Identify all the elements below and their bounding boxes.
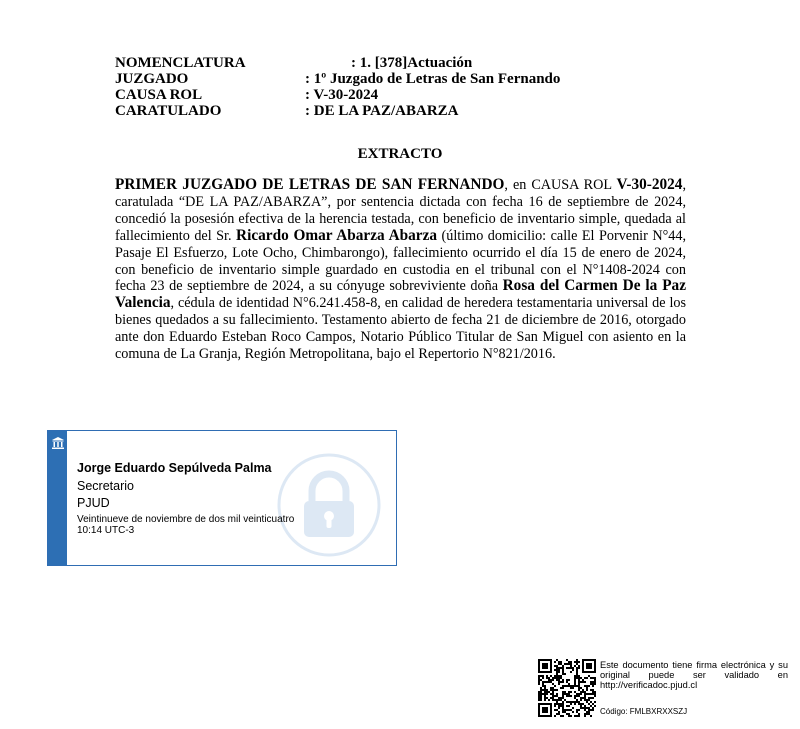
extract-title: EXTRACTO [357,146,443,162]
body-text-segment: , en CAUSA ROL [504,177,617,193]
verification-code: Código: FMLBXRXXSZJ [600,707,688,716]
signer-role: Secretario [77,479,134,493]
signature-time-text: 10:14 UTC-3 [77,524,135,536]
institution-icon [51,436,65,450]
body-text-segment: , caratulada “DE LA PAZ/ABARZA”, por sentencia dictada con fecha 16 de septiembre de 2024, concedió la posesión efectiva de la herencia testada, con beneficio de inventario simple, quedada al fallecimiento del Sr. [115,177,686,244]
body-text-segment: (último domicilio: calle El Porvenir N°44, Pasaje El Esfuerzo, Lote Ocho, Chimbarongo), fallecimiento ocurrido el día 15 de enero de 2024, con beneficio de inventario simple guardado en custodia en el tribunal con el N°1408-2024 con fecha 23 de septiembre de 2024, a su cónyuge sobreviviente doña [115,227,686,295]
header-value: : DE LA PAZ/ABARZA [305,103,459,119]
signature-date-text: Veintinueve de noviembre de dos mil veinticuatro [77,514,295,525]
header-value: : 1. [378]Actuación [351,55,473,71]
header-key: CARATULADO [115,103,222,119]
header-key: JUZGADO [115,71,189,87]
court-name: PRIMER JUZGADO DE LETRAS DE SAN FERNANDO [115,176,505,193]
verification-block [538,659,788,719]
signer-organization: PJUD [77,496,110,510]
electronic-signature-box [47,430,397,566]
header-value: : 1º Juzgado de Letras de San Fernando [305,71,561,87]
verification-text: Este documento tiene firma electrónica y su original puede ser validado en http://verificadoc.pjud.cl [600,660,788,690]
header-key: NOMENCLATURA [115,55,246,71]
deceased-name: Ricardo Omar Abarza Abarza [236,226,438,244]
lock-icon [277,453,381,557]
case-number: V-30-2024 [616,176,683,193]
extract-body [115,177,686,363]
body-text-segment: , cédula de identidad N°6.241.458-8, en calidad de heredera testamentaria universal de los bienes quedados a su fallecimiento. Testamento abierto de fecha 21 de diciembre de 2016, otorgado ante don Eduardo Esteban Roco Campos, Notario Público Titular de San Miguel con asiento en la comuna de La Granja, Región Metropolitana, bajo el Repertorio N°821/2016. [115,295,686,363]
signature-date [77,515,294,536]
signature-side-bar [48,431,67,565]
header-key: CAUSA ROL [115,87,203,103]
qr-code-icon [538,659,596,717]
header-value: : V-30-2024 [305,87,379,103]
signer-name: Jorge Eduardo Sepúlveda Palma [77,461,272,475]
heir-name: Rosa del Carmen De la Paz Valencia [115,277,686,312]
